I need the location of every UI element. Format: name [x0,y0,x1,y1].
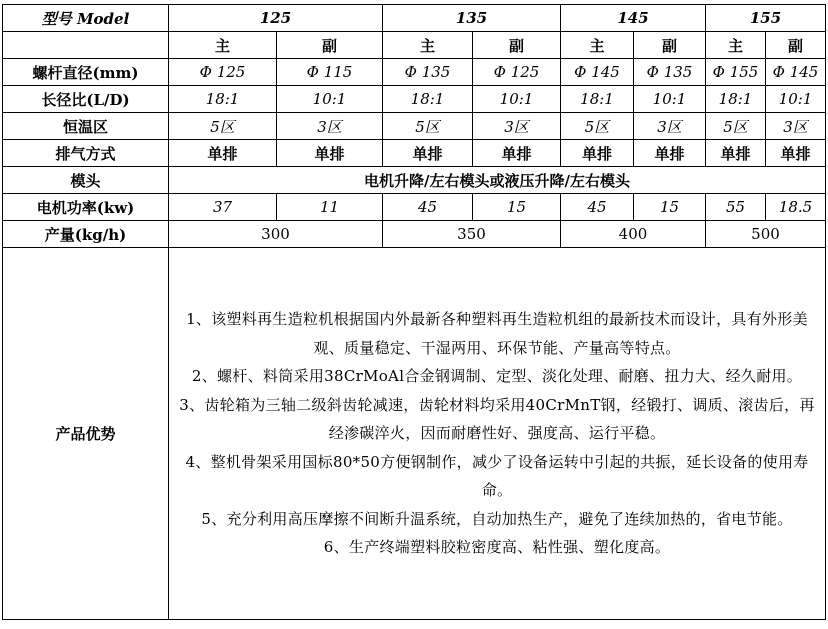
secondary-label: 副 [473,32,561,59]
value-cell: Φ 135 [383,59,473,86]
output-row [3,221,826,248]
value-cell: 18:1 [561,86,634,113]
die-head-row [3,167,826,194]
value-cell: 37 [169,194,277,221]
value-cell: 45 [561,194,634,221]
model-row [3,5,826,32]
value-cell: 400 [561,221,706,248]
value-cell: Φ 115 [277,59,383,86]
value-cell: 3区 [766,113,826,140]
advantages-row [3,248,826,620]
value-cell: 单排 [473,140,561,167]
row-label: 电机功率(kw) [3,194,169,221]
value-cell: 单排 [706,140,766,167]
advantages-label: 产品优势 [3,248,169,620]
value-cell: Φ 145 [766,59,826,86]
value-cell: 10:1 [473,86,561,113]
value-cell: 45 [383,194,473,221]
advantage-item: 6、生产终端塑料胶粒密度高、粘性强、塑化度高。 [323,538,671,557]
row-label: 长径比(L/D) [3,86,169,113]
secondary-label: 副 [277,32,383,59]
value-cell: 单排 [634,140,706,167]
value-cell: Φ 145 [561,59,634,86]
row-label: 产量(kg/h) [3,221,169,248]
main-label: 主 [383,32,473,59]
model-label: 型号 Model [3,5,169,32]
value-cell: 3区 [277,113,383,140]
value-cell: 单排 [766,140,826,167]
value-cell: 单排 [561,140,634,167]
value-cell: Φ 125 [473,59,561,86]
value-cell: 18.5 [766,194,826,221]
row-label: 排气方式 [3,140,169,167]
value-cell: 300 [169,221,383,248]
secondary-label: 副 [766,32,826,59]
exhaust-row [3,140,826,167]
value-cell: Φ 155 [706,59,766,86]
value-cell: 10:1 [634,86,706,113]
model-155: 155 [706,5,826,32]
model-125: 125 [169,5,383,32]
value-cell: 10:1 [766,86,826,113]
value-cell: 单排 [277,140,383,167]
value-cell: 18:1 [169,86,277,113]
value-cell: 3区 [634,113,706,140]
value-cell: 11 [277,194,383,221]
ld-ratio-row [3,86,826,113]
main-label: 主 [169,32,277,59]
value-cell: 350 [383,221,561,248]
secondary-label: 副 [634,32,706,59]
advantage-item: 4、整机骨架采用国标80*50方便钢制作，减少了设备运转中引起的共振，延长设备的使用寿命。 [185,452,809,500]
value-cell: 5区 [169,113,277,140]
value-cell: 5区 [706,113,766,140]
value-cell: 单排 [383,140,473,167]
value-cell: 5区 [383,113,473,140]
advantage-item: 1、该塑料再生造粒机根据国内外最新各种塑料再生造粒机组的最新技术而设计，具有外形美观、质量稳定、干湿两用、环保节能、产量高等特点。 [186,310,808,357]
advantages-list [169,248,826,620]
value-cell: 55 [706,194,766,221]
value-cell: 5区 [561,113,634,140]
die-head-value: 电机升降/左右模头或液压升降/左右模头 [169,167,826,194]
row-label: 恒温区 [3,113,169,140]
advantage-item: 2、螺杆、料筒采用38CrMoAl合金钢调制、定型、淡化处理、耐磨、扭力大、经久耐用。 [191,367,803,386]
value-cell: 15 [473,194,561,221]
advantage-item: 5、充分利用高压摩擦不间断升温系统，自动加热生产，避免了连续加热的，省电节能。 [201,509,793,528]
temp-zone-row [3,113,826,140]
screw-diameter-row [3,59,826,86]
value-cell: Φ 125 [169,59,277,86]
model-135: 135 [383,5,561,32]
value-cell: 3区 [473,113,561,140]
row-label: 模头 [3,167,169,194]
empty-cell [3,32,169,59]
model-145: 145 [561,5,706,32]
value-cell: 18:1 [383,86,473,113]
value-cell: 10:1 [277,86,383,113]
value-cell: 500 [706,221,826,248]
value-cell: Φ 135 [634,59,706,86]
motor-power-row [3,194,826,221]
advantage-item: 3、齿轮箱为三轴二级斜齿轮减速，齿轮材料均采用40CrMnT钢，经锻打、调质、滚齿后，再经渗碳淬火，因而耐磨性好、强度高、运行平稳。 [179,395,815,443]
main-label: 主 [706,32,766,59]
main-secondary-row [3,32,826,59]
row-label: 螺杆直径(mm) [3,59,169,86]
value-cell: 15 [634,194,706,221]
spec-table [2,4,826,620]
main-label: 主 [561,32,634,59]
value-cell: 18:1 [706,86,766,113]
value-cell: 单排 [169,140,277,167]
